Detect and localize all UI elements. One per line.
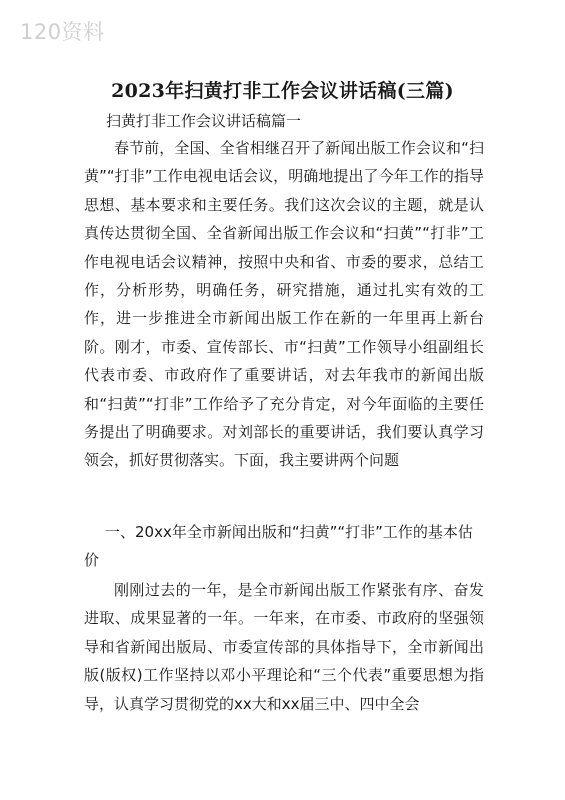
watermark: 120资料 — [20, 20, 105, 44]
paragraph-1: 春节前，全国、全省相继召开了新闻出版工作会议和“扫黄”“打非”工作电视电话会议，明确地提出了今年工作的指导思想、基本要求和主要任务。我们这次会议的主题，就是认真传达贯彻全国、全省新闻出版工作会议和“扫黄”“打非”工作电视电话会议精神，按照中央和省、市委的要求，总结工作，分析形势，明确任务，研究措施，通过扎实有效的工作，进一步推进全市新闻出版工作在新的一年里再上新台阶。刚才，市委、宣传部长、市“扫黄”工作领导小组副组长代表市委、市政府作了重要讲话，对去年我市的新闻出版和“扫黄”“打非”工作给予了充分肯定，对今年面临的主要任务提出了明确要求。对刘部长的重要讲话，我们要认真学习领会，抓好贯彻落实。下面，我主要讲两个问题 — [84, 139, 484, 470]
document-subtitle: 扫黄打非工作会议讲话稿篇一 — [106, 112, 302, 130]
paragraph-2: 刚刚过去的一年，是全市新闻出版工作紧张有序、奋发进取、成果显著的一年。一年来，在市委、市政府的坚强领导和省新闻出版局、市委宣传部的具体指导下，全市新闻出版(版权)工作坚持以邓小平理论和“三个代表”重要思想为指导，认真学习贯彻党的xx大和xx届三中、四中全会 — [84, 581, 484, 713]
section-heading-1: 一、20xx年全市新闻出版和“扫黄”“打非”工作的基本估价 — [84, 523, 473, 570]
document-title: 2023年扫黄打非工作会议讲话稿(三篇) — [111, 80, 454, 102]
